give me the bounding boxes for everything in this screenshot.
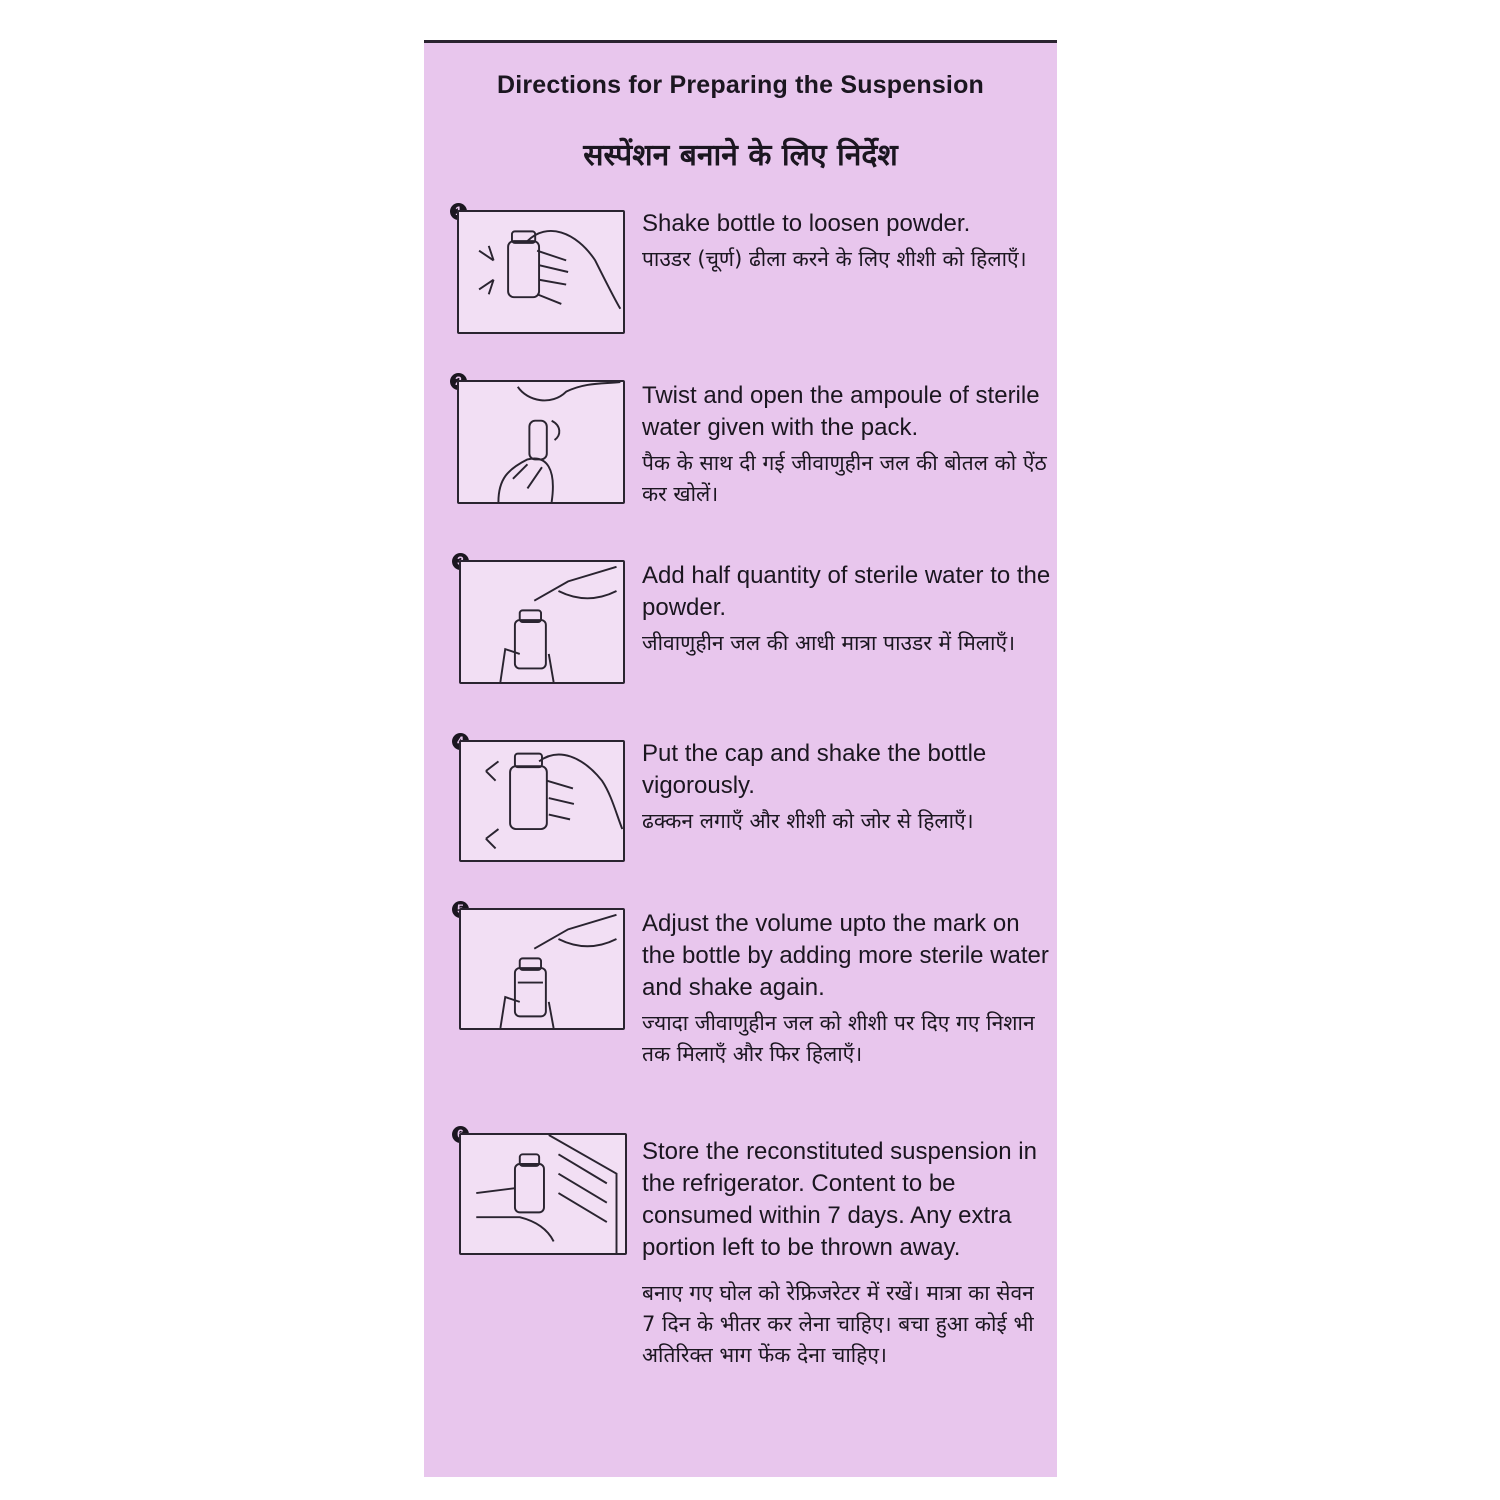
step-text-hindi: ढक्कन लगाएँ और शीशी को जोर से हिलाएँ। [642,809,974,833]
title-english: Directions for Preparing the Suspension [496,71,985,99]
step-text-hindi: ज्यादा जीवाणुहीन जल को शीशी पर दिए गए निशान तक मिलाएँ और फिर हिलाएँ। [642,1011,1035,1066]
twist-ampoule-icon [457,380,625,504]
step-text-english: Adjust the volume upto the mark on the bottle by adding more sterile water and shake again. [642,910,1049,1001]
step-text-hindi: पाउडर (चूर्ण) ढीला करने के लिए शीशी को हिलाएँ। [642,247,1027,271]
step-text-english: Shake bottle to loosen powder. [642,210,971,237]
pour-water-icon [459,560,625,684]
step-text-hindi: बनाए गए घोल को रेफ्रिजरेटर में रखें। मात्रा का सेवन 7 दिन के भीतर कर लेना चाहिए। बचा हुआ कोई भी अतिरिक्त भाग फेंक देना चाहिए। [642,1281,1034,1367]
step-text-english: Put the cap and shake the bottle vigorously. [642,740,987,799]
title-hindi: सस्पेंशन बनाने के लिए निर्देश [583,138,898,173]
step-text-english: Store the reconstituted suspension in the refrigerator. Content to be consumed within 7 days. Any extra portion left to be thrown away. [642,1138,1037,1261]
step-text-english: Add half quantity of sterile water to the powder. [642,562,1051,621]
shake-capped-bottle-icon [459,740,625,862]
instruction-panel [424,40,1057,1477]
step-text-hindi: जीवाणुहीन जल की आधी मात्रा पाउडर में मिलाएँ। [642,631,1016,655]
adjust-volume-icon [459,908,625,1030]
shake-bottle-icon [457,210,625,334]
refrigerator-icon [459,1133,627,1255]
step-text-hindi: पैक के साथ दी गई जीवाणुहीन जल की बोतल को ऐंठ कर खोलें। [642,451,1047,506]
step-text-english: Twist and open the ampoule of sterile water given with the pack. [642,382,1040,441]
